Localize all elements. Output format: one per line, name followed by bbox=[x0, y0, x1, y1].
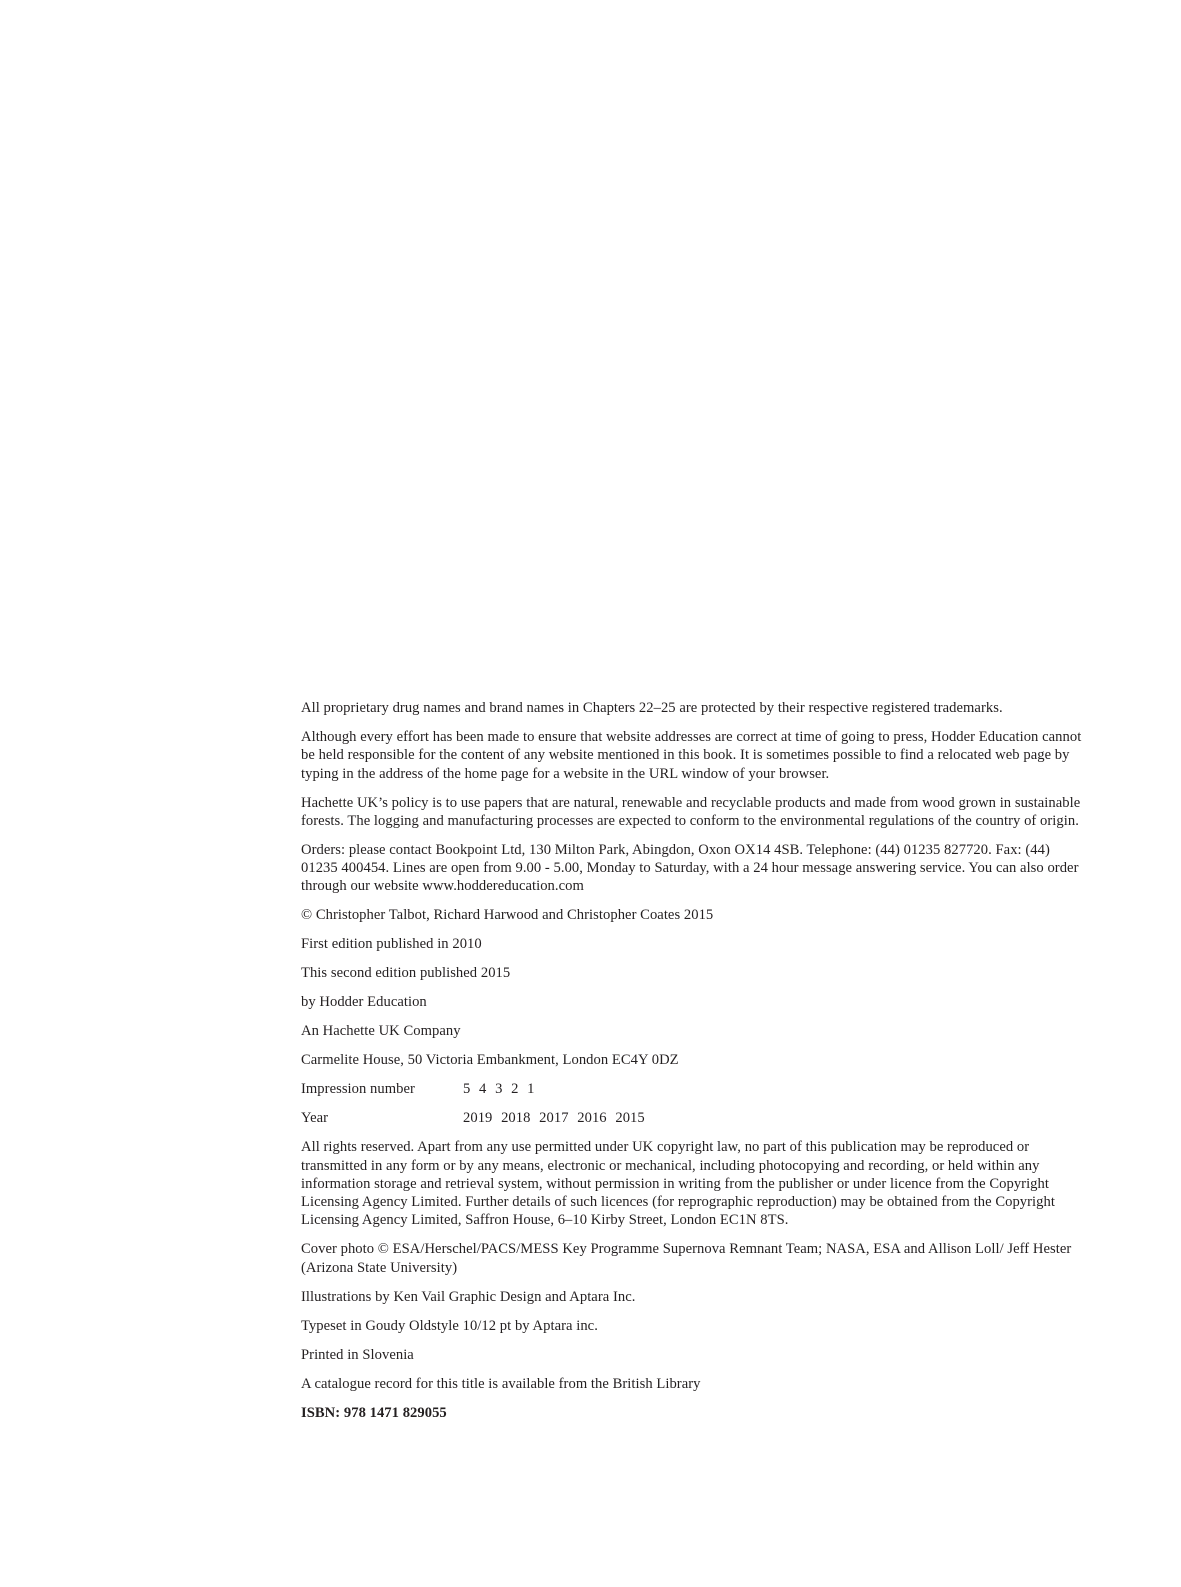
imprint-page bbox=[301, 699, 1086, 1433]
paper-policy: Hachette UK’s policy is to use papers that are natural, renewable and recyclable products and made from wood grown in sustainable forests. The logging and manufacturing processes are expected to conform to the environmental regulations of the country of origin. bbox=[301, 794, 1081, 829]
rights-notice: All rights reserved. Apart from any use permitted under UK copyright law, no part of this publication may be reproduced or transmitted in any form or by any means, electronic or mechanical, including photocopying and recording, or held within any information storage and retrieval system, without permission in writing from the publisher or under licence from the Copyright Licensing Agency Limited. Further details of such licences (for reprographic reproduction) may be obtained from the Copyright Licensing Agency Limited, Saffron House, 6–10 Kirby Street, London EC1N 8TS. bbox=[301, 1139, 1055, 1229]
year-value: 2019 2018 2017 2016 2015 bbox=[463, 1110, 645, 1127]
impression-row bbox=[301, 1080, 1086, 1098]
trademarks-notice: All proprietary drug names and brand names in Chapters 22–25 are protected by their respective registered trademarks. bbox=[301, 700, 1003, 716]
copyright-notice: © Christopher Talbot, Richard Harwood and Christopher Coates 2015 bbox=[301, 907, 714, 924]
typeset-credit: Typeset in Goudy Oldstyle 10/12 pt by Aptara inc. bbox=[301, 1317, 598, 1334]
catalogue-notice: A catalogue record for this title is available from the British Library bbox=[301, 1375, 701, 1392]
impression-value: 5 4 3 2 1 bbox=[463, 1081, 535, 1098]
year-label: Year bbox=[301, 1110, 329, 1127]
printed-location: Printed in Slovenia bbox=[301, 1346, 414, 1363]
year-row bbox=[301, 1109, 1086, 1127]
cover-photo-credit: Cover photo © ESA/Herschel/PACS/MESS Key Programme Supernova Remnant Team; NASA, ESA and Allison Loll/ Jeff Hester (Arizona State University) bbox=[301, 1241, 1072, 1276]
publisher-address: Carmelite House, 50 Victoria Embankment, London EC4Y 0DZ bbox=[301, 1052, 679, 1069]
first-edition: First edition published in 2010 bbox=[301, 936, 482, 953]
second-edition: This second edition published 2015 bbox=[301, 965, 511, 982]
company-name: An Hachette UK Company bbox=[301, 1023, 461, 1040]
isbn: ISBN: 978 1471 829055 bbox=[301, 1404, 447, 1421]
orders-info: Orders: please contact Bookpoint Ltd, 130 Milton Park, Abingdon, Oxon OX14 4SB. Telephone: (44) 01235 827720. Fax: (44) 01235 400454. Lines are open from 9.00 - 5.00, Monday to Saturday, with a 24 hour message answering service. You can also order through our website www.hoddereducation.com bbox=[301, 841, 1079, 895]
website-disclaimer: Although every effort has been made to ensure that website addresses are correct at time of going to press, Hodder Education cannot be held responsible for the content of any website mentioned in this book. It is sometimes possible to find a relocated web page by typing in the address of the home page for a website in the URL window of your browser. bbox=[301, 728, 1082, 782]
impression-label: Impression number bbox=[301, 1081, 415, 1098]
publisher-name: by Hodder Education bbox=[301, 994, 427, 1011]
illustrations-credit: Illustrations by Ken Vail Graphic Design and Aptara Inc. bbox=[301, 1288, 636, 1305]
